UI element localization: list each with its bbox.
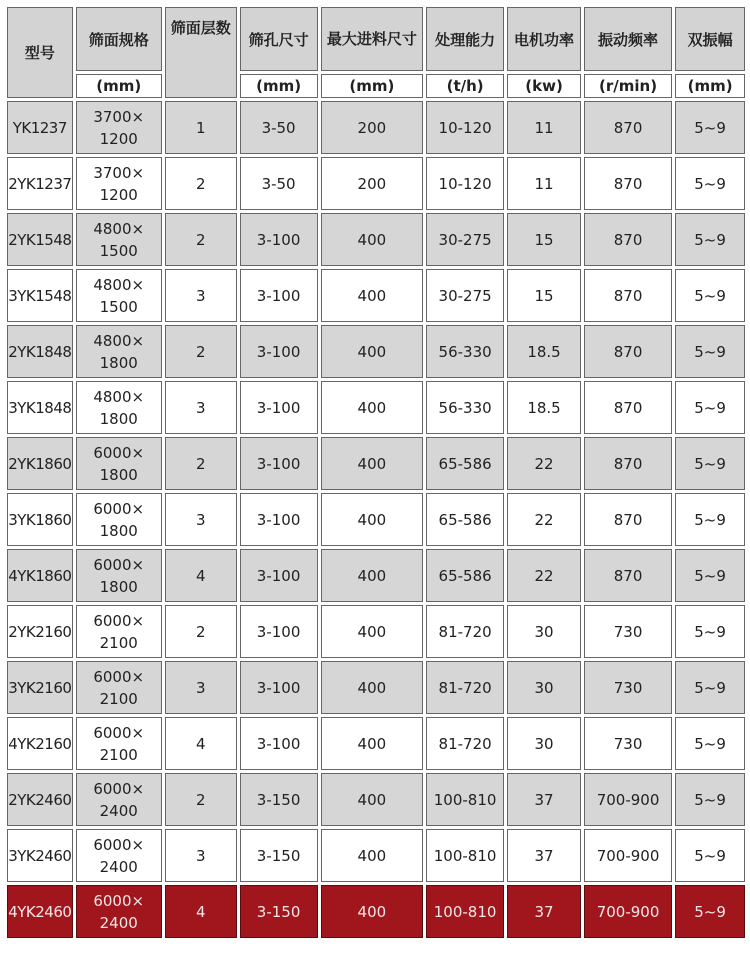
- cell-size-b: 1800: [99, 409, 138, 428]
- cell-size-a: 6000×: [93, 779, 145, 798]
- cell-model: 3YK2460: [7, 829, 73, 882]
- cell-frequency: 870: [584, 437, 672, 490]
- cell-aperture: 3-100: [240, 325, 318, 378]
- cell-max-feed: 400: [321, 549, 424, 602]
- header-aperture: 筛孔尺寸: [240, 7, 318, 71]
- cell-frequency: 870: [584, 381, 672, 434]
- cell-aperture: 3-100: [240, 493, 318, 546]
- cell-aperture: 3-100: [240, 381, 318, 434]
- cell-size: [76, 829, 162, 882]
- cell-size: [76, 437, 162, 490]
- cell-size-b: 2400: [99, 801, 138, 820]
- cell-layers: 3: [165, 269, 237, 322]
- cell-capacity: 100-810: [426, 829, 504, 882]
- cell-amplitude: 5~9: [675, 325, 745, 378]
- cell-power: 30: [507, 717, 581, 770]
- unit-capacity: (t/h): [426, 74, 504, 98]
- cell-capacity: 30-275: [426, 213, 504, 266]
- cell-power: 11: [507, 157, 581, 210]
- cell-model: 3YK1548: [7, 269, 73, 322]
- cell-size-a: 6000×: [93, 555, 145, 574]
- cell-aperture: 3-100: [240, 269, 318, 322]
- cell-frequency: 870: [584, 549, 672, 602]
- cell-size-a: 6000×: [93, 723, 145, 742]
- cell-size: [76, 269, 162, 322]
- cell-max-feed: 400: [321, 269, 424, 322]
- cell-max-feed: 200: [321, 157, 424, 210]
- unit-aperture: (mm): [240, 74, 318, 98]
- cell-size: [76, 885, 162, 938]
- cell-capacity: 100-810: [426, 773, 504, 826]
- header-amplitude: 双振幅: [675, 7, 745, 71]
- cell-size: [76, 549, 162, 602]
- cell-layers: 2: [165, 213, 237, 266]
- cell-power: 22: [507, 549, 581, 602]
- cell-model: 4YK2160: [7, 717, 73, 770]
- cell-layers: 2: [165, 325, 237, 378]
- unit-power: (kw): [507, 74, 581, 98]
- table-row: [7, 381, 745, 434]
- table-row: [7, 829, 745, 882]
- cell-amplitude: 5~9: [675, 213, 745, 266]
- cell-size-a: 6000×: [93, 667, 145, 686]
- cell-model: 2YK1860: [7, 437, 73, 490]
- cell-capacity: 10-120: [426, 101, 504, 154]
- cell-size: [76, 157, 162, 210]
- cell-model: 2YK1848: [7, 325, 73, 378]
- cell-size-b: 1200: [99, 185, 138, 204]
- cell-frequency: 870: [584, 269, 672, 322]
- cell-frequency: 870: [584, 101, 672, 154]
- table-row: [7, 101, 745, 154]
- cell-size: [76, 381, 162, 434]
- cell-layers: 3: [165, 493, 237, 546]
- cell-size-a: 6000×: [93, 443, 145, 462]
- cell-size-a: 6000×: [93, 499, 145, 518]
- cell-model: 2YK1548: [7, 213, 73, 266]
- table-row: [7, 605, 745, 658]
- cell-max-feed: 400: [321, 661, 424, 714]
- cell-layers: 4: [165, 885, 237, 938]
- cell-size-a: 3700×: [93, 163, 145, 182]
- header-max-feed: 最大进料尺寸: [321, 7, 424, 71]
- cell-size-a: 3700×: [93, 107, 145, 126]
- cell-power: 30: [507, 605, 581, 658]
- cell-power: 15: [507, 269, 581, 322]
- table-row: [7, 325, 745, 378]
- cell-amplitude: 5~9: [675, 269, 745, 322]
- cell-capacity: 30-275: [426, 269, 504, 322]
- cell-layers: 3: [165, 829, 237, 882]
- cell-size-a: 6000×: [93, 835, 145, 854]
- cell-power: 37: [507, 829, 581, 882]
- cell-aperture: 3-100: [240, 437, 318, 490]
- cell-model: 2YK1237: [7, 157, 73, 210]
- cell-max-feed: 200: [321, 101, 424, 154]
- cell-capacity: 56-330: [426, 381, 504, 434]
- cell-size: [76, 101, 162, 154]
- cell-size: [76, 661, 162, 714]
- cell-amplitude: 5~9: [675, 885, 745, 938]
- cell-amplitude: 5~9: [675, 157, 745, 210]
- cell-aperture: 3-50: [240, 101, 318, 154]
- cell-power: 15: [507, 213, 581, 266]
- cell-size: [76, 493, 162, 546]
- header-capacity: 处理能力: [426, 7, 504, 71]
- cell-model: 2YK2460: [7, 773, 73, 826]
- cell-max-feed: 400: [321, 213, 424, 266]
- cell-power: 18.5: [507, 381, 581, 434]
- table-row: [7, 773, 745, 826]
- cell-model: 3YK1860: [7, 493, 73, 546]
- cell-layers: 2: [165, 773, 237, 826]
- cell-frequency: 730: [584, 605, 672, 658]
- cell-size-b: 1500: [99, 241, 138, 260]
- cell-amplitude: 5~9: [675, 549, 745, 602]
- cell-frequency: 700-900: [584, 773, 672, 826]
- cell-max-feed: 400: [321, 773, 424, 826]
- cell-capacity: 10-120: [426, 157, 504, 210]
- cell-layers: 4: [165, 549, 237, 602]
- header-row: [7, 7, 745, 71]
- table-body: [7, 101, 745, 938]
- cell-size-a: 4800×: [93, 275, 145, 294]
- unit-size: (mm): [76, 74, 162, 98]
- header-power: 电机功率: [507, 7, 581, 71]
- cell-layers: 1: [165, 101, 237, 154]
- table-row: [7, 269, 745, 322]
- cell-frequency: 730: [584, 717, 672, 770]
- cell-size: [76, 717, 162, 770]
- cell-power: 22: [507, 437, 581, 490]
- cell-capacity: 65-586: [426, 493, 504, 546]
- cell-size-b: 1800: [99, 465, 138, 484]
- unit-amplitude: (mm): [675, 74, 745, 98]
- cell-aperture: 3-150: [240, 885, 318, 938]
- cell-capacity: 100-810: [426, 885, 504, 938]
- unit-row: [7, 74, 745, 98]
- cell-frequency: 870: [584, 493, 672, 546]
- cell-layers: 2: [165, 437, 237, 490]
- cell-power: 37: [507, 885, 581, 938]
- vibrating-screen-spec-table: [4, 4, 748, 941]
- cell-size-b: 1800: [99, 577, 138, 596]
- cell-size-a: 4800×: [93, 219, 145, 238]
- cell-size: [76, 605, 162, 658]
- header-frequency: 振动频率: [584, 7, 672, 71]
- cell-max-feed: 400: [321, 325, 424, 378]
- cell-size: [76, 213, 162, 266]
- cell-model: YK1237: [7, 101, 73, 154]
- unit-max-feed: (mm): [321, 74, 424, 98]
- cell-amplitude: 5~9: [675, 437, 745, 490]
- cell-model: 3YK2160: [7, 661, 73, 714]
- cell-frequency: 870: [584, 157, 672, 210]
- cell-size-b: 2100: [99, 633, 138, 652]
- cell-amplitude: 5~9: [675, 101, 745, 154]
- cell-power: 22: [507, 493, 581, 546]
- cell-amplitude: 5~9: [675, 829, 745, 882]
- table-row: [7, 437, 745, 490]
- cell-amplitude: 5~9: [675, 381, 745, 434]
- cell-model: 4YK1860: [7, 549, 73, 602]
- cell-power: 11: [507, 101, 581, 154]
- cell-amplitude: 5~9: [675, 605, 745, 658]
- cell-size-a: 6000×: [93, 891, 145, 910]
- cell-layers: 3: [165, 381, 237, 434]
- cell-size-b: 2400: [99, 913, 138, 932]
- table-row-highlighted: [7, 885, 745, 938]
- cell-power: 18.5: [507, 325, 581, 378]
- cell-size-b: 1800: [99, 521, 138, 540]
- cell-aperture: 3-100: [240, 549, 318, 602]
- cell-layers: 4: [165, 717, 237, 770]
- cell-model: 4YK2460: [7, 885, 73, 938]
- cell-size-a: 6000×: [93, 611, 145, 630]
- cell-max-feed: 400: [321, 493, 424, 546]
- cell-frequency: 730: [584, 661, 672, 714]
- cell-size-a: 4800×: [93, 331, 145, 350]
- table-row: [7, 549, 745, 602]
- cell-capacity: 81-720: [426, 717, 504, 770]
- cell-aperture: 3-100: [240, 661, 318, 714]
- cell-max-feed: 400: [321, 437, 424, 490]
- header-model: 型号: [7, 7, 73, 98]
- cell-size-b: 2100: [99, 745, 138, 764]
- cell-amplitude: 5~9: [675, 493, 745, 546]
- cell-size-b: 1500: [99, 297, 138, 316]
- table-row: [7, 717, 745, 770]
- cell-amplitude: 5~9: [675, 717, 745, 770]
- cell-capacity: 65-586: [426, 437, 504, 490]
- table-row: [7, 493, 745, 546]
- cell-max-feed: 400: [321, 829, 424, 882]
- cell-model: 3YK1848: [7, 381, 73, 434]
- cell-capacity: 81-720: [426, 661, 504, 714]
- cell-size-b: 1200: [99, 129, 138, 148]
- cell-power: 30: [507, 661, 581, 714]
- cell-capacity: 56-330: [426, 325, 504, 378]
- cell-aperture: 3-100: [240, 213, 318, 266]
- cell-layers: 2: [165, 605, 237, 658]
- cell-max-feed: 400: [321, 605, 424, 658]
- table-row: [7, 213, 745, 266]
- cell-size-b: 1800: [99, 353, 138, 372]
- cell-aperture: 3-50: [240, 157, 318, 210]
- unit-frequency: (r/min): [584, 74, 672, 98]
- cell-layers: 3: [165, 661, 237, 714]
- cell-size-a: 4800×: [93, 387, 145, 406]
- table-row: [7, 661, 745, 714]
- cell-capacity: 81-720: [426, 605, 504, 658]
- cell-max-feed: 400: [321, 885, 424, 938]
- cell-max-feed: 400: [321, 381, 424, 434]
- cell-aperture: 3-100: [240, 605, 318, 658]
- table-row: [7, 157, 745, 210]
- cell-frequency: 700-900: [584, 829, 672, 882]
- cell-frequency: 870: [584, 213, 672, 266]
- cell-frequency: 700-900: [584, 885, 672, 938]
- cell-model: 2YK2160: [7, 605, 73, 658]
- cell-size: [76, 325, 162, 378]
- cell-amplitude: 5~9: [675, 661, 745, 714]
- cell-amplitude: 5~9: [675, 773, 745, 826]
- cell-size-b: 2100: [99, 689, 138, 708]
- cell-size: [76, 773, 162, 826]
- cell-aperture: 3-150: [240, 829, 318, 882]
- cell-max-feed: 400: [321, 717, 424, 770]
- cell-power: 37: [507, 773, 581, 826]
- cell-layers: 2: [165, 157, 237, 210]
- cell-frequency: 870: [584, 325, 672, 378]
- cell-capacity: 65-586: [426, 549, 504, 602]
- cell-aperture: 3-100: [240, 717, 318, 770]
- header-size: 筛面规格: [76, 7, 162, 71]
- cell-size-b: 2400: [99, 857, 138, 876]
- cell-aperture: 3-150: [240, 773, 318, 826]
- header-layers: 筛面层数: [165, 7, 237, 98]
